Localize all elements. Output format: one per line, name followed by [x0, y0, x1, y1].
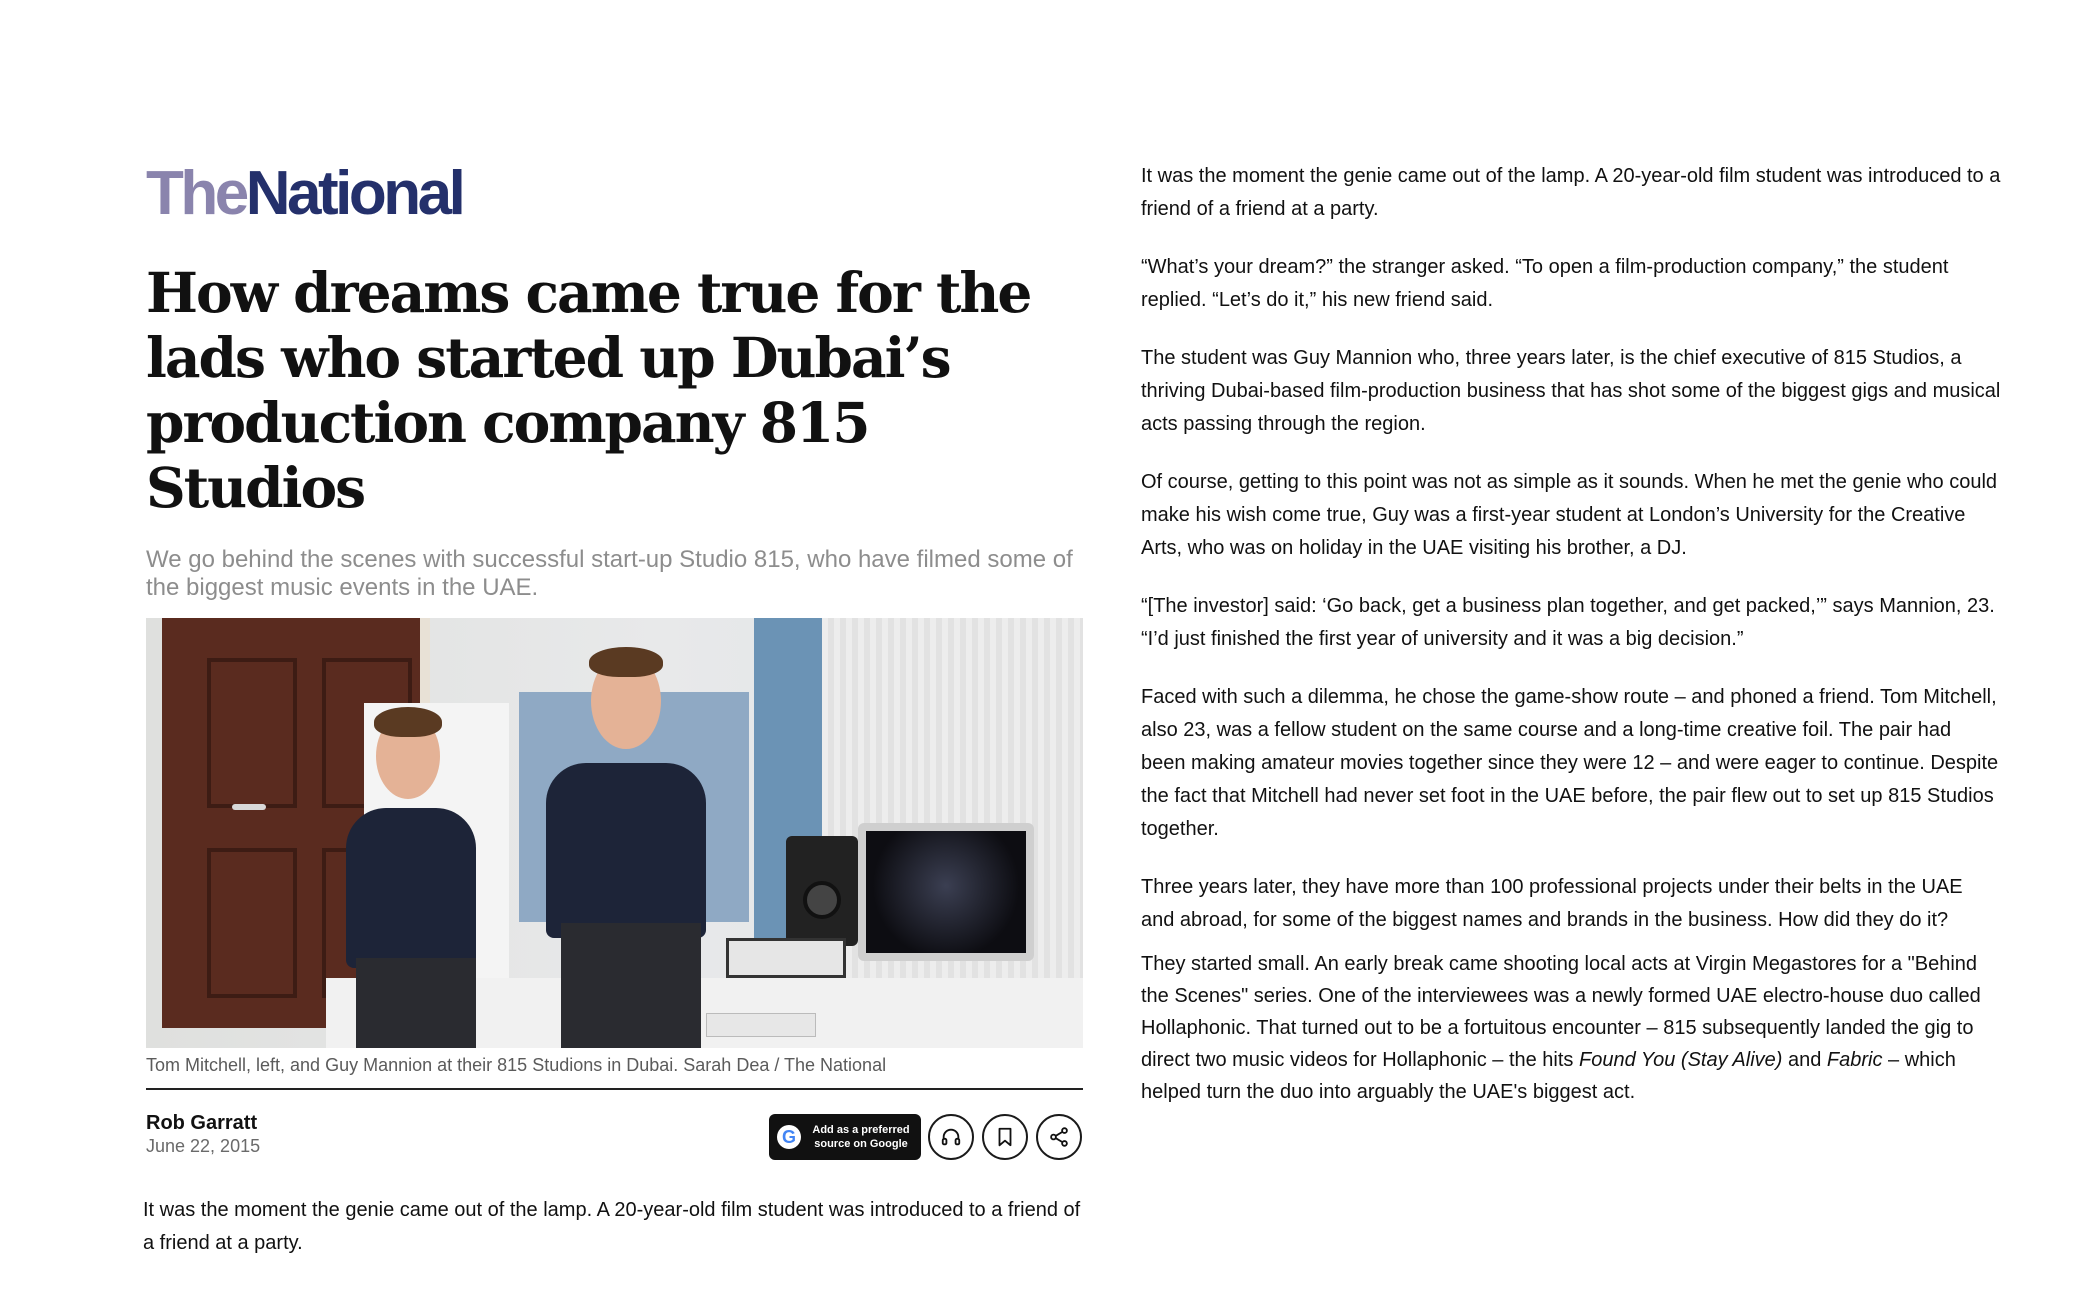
- person-right-illustration: [541, 653, 711, 1048]
- preferred-source-label: Add as a preferred source on Google: [812, 1124, 910, 1150]
- body-paragraph-5: “[The investor] said: ‘Go back, get a business plan together, and get packed,’” says Mannion, 23. “I’d just finished the first year of university and it was a big decision.”: [1141, 595, 1995, 650]
- body-paragraph-6: Faced with such a dilemma, he chose the game-show route – and phoned a friend. Tom Mitchell, also 23, was a fellow student on the same course and a long-time creative foil. The pair had been making amateur movies together since they were 12 – and were eager to continue. Despite the fact that Mitchell had never set foot in the UAE before, the pair flew out to set up 815 Studios together.: [1141, 686, 1999, 840]
- google-icon: G: [777, 1125, 801, 1149]
- share-icon: [1048, 1126, 1070, 1148]
- logo-the: The: [146, 159, 246, 228]
- article-body: [1141, 160, 2001, 1133]
- bookmark-button[interactable]: [982, 1114, 1028, 1160]
- body-paragraph-1: It was the moment the genie came out of the lamp. A 20-year-old film student was introduced to a friend of a friend at a party.: [1141, 165, 2001, 220]
- body-paragraph-8-and: and: [1782, 1049, 1827, 1071]
- logo-national: National: [245, 159, 463, 228]
- body-paragraph-4: Of course, getting to this point was not as simple as it sounds. When he met the genie who could make his wish come true, Guy was a first-year student at London’s University for the Creative Arts, who was on holiday in the UAE visiting his brother, a DJ.: [1141, 471, 1998, 559]
- body-paragraph-8-part-2: – which helped turn the duo into arguably the UAE's biggest act.: [1141, 1049, 1956, 1103]
- byline-row: [146, 1090, 1083, 1170]
- body-paragraph-2: “What’s your dream?” the stranger asked. “To open a film-production company,” the student replied. “Let’s do it,” his new friend said.: [1141, 256, 1949, 311]
- headphones-icon: [940, 1126, 962, 1148]
- author-name[interactable]: Rob Garratt: [146, 1112, 258, 1134]
- imac-illustration: [858, 823, 1034, 961]
- body-paragraph-8: [1141, 948, 2001, 1108]
- the-national-logo[interactable]: [146, 159, 1083, 228]
- song-title-found-you: Found You (Stay Alive): [1578, 1049, 1783, 1071]
- body-paragraph-3: The student was Guy Mannion who, three years later, is the chief executive of 815 Studios, a thriving Dubai-based film-production business that has shot some of the biggest gigs and musical acts passing through the region.: [1141, 347, 2001, 435]
- song-title-fabric: Fabric: [1826, 1049, 1883, 1071]
- speaker-illustration: [786, 836, 858, 946]
- article-dek: We go behind the scenes with successful start-up Studio 815, who have filmed some of the biggest music events in the UAE.: [146, 546, 1073, 601]
- article-photo: [146, 618, 1083, 1048]
- article-headline: How dreams came true for the lads who started up Dubai’s production company 815 Studios: [146, 260, 1031, 520]
- share-button[interactable]: [1036, 1114, 1082, 1160]
- body-paragraph-7: Three years later, they have more than 100 professional projects under their belts in the UAE and abroad, for some of the biggest names and brands in the business. How did they do it?: [1141, 876, 1963, 931]
- listen-button[interactable]: [928, 1114, 974, 1160]
- article-intro: It was the moment the genie came out of the lamp. A 20-year-old film student was introduced to a friend of a friend at a party.: [143, 1199, 1081, 1254]
- body-paragraph-8-part-1: They started small. An early break came shooting local acts at Virgin Megastores for a "Behind the Scenes" series. One of the interviewees was a newly formed UAE electro-house duo called Hollaphonic. That turned out to be a fortuitous encounter – 815 subsequently landed the gig to direct two music videos for Hollaphonic – the hits: [1141, 953, 1981, 1071]
- image-caption: Tom Mitchell, left, and Guy Mannion at their 815 Studions in Dubai. Sarah Dea / The National: [146, 1055, 887, 1075]
- article-left-column: [143, 159, 1083, 1260]
- bookmark-icon: [994, 1126, 1016, 1148]
- publish-date: June 22, 2015: [146, 1136, 261, 1156]
- person-left-illustration: [346, 713, 476, 1048]
- preferred-source-button[interactable]: [769, 1114, 921, 1160]
